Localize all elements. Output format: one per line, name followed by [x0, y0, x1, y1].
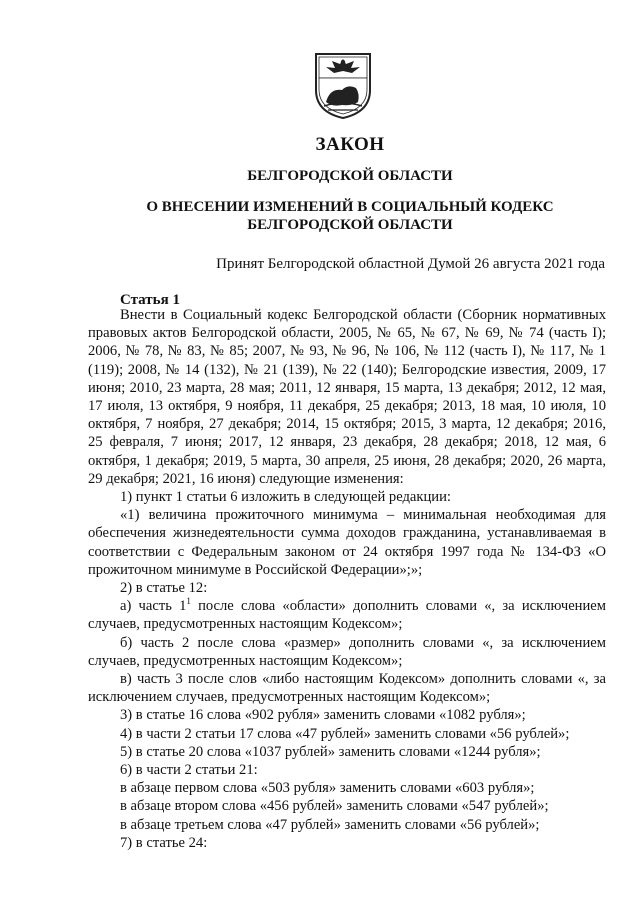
list-item: 3) в статье 16 слова «902 рубля» заменить словами «1082 рубля»;	[120, 707, 526, 724]
adoption-note: Принят Белгородской областной Думой 26 августа 2021 года	[216, 256, 605, 272]
list-item: 4) в части 2 статьи 17 слова «47 рублей» заменить словами «56 рублей»;	[120, 725, 570, 742]
list-item: 2) в статье 12:	[120, 580, 208, 597]
quoted-definition: «1) величина прожиточного минимума – минимальная необходимая для обеспечения жизнедеятельности сумма доходов гражданина, устанавливаемая в соответствии с Федеральным законом от 24 октября 1997 года № 134-ФЗ «О прожиточном минимуме в Российской Федерации»;»;	[88, 507, 606, 578]
list-item: 7) в статье 24:	[120, 834, 208, 851]
article-heading: Статья 1	[120, 292, 180, 308]
article-body	[88, 306, 606, 852]
list-item: в абзаце третьем слова «47 рублей» заменить словами «56 рублей»;	[120, 816, 540, 833]
law-subject-line-2: БЕЛГОРОДСКОЙ ОБЛАСТИ	[247, 217, 453, 233]
list-item: б) часть 2 после слова «размер» дополнить словами «, за исключением случаев, предусмотренных настоящим Кодексом»;	[88, 634, 606, 669]
list-item-a	[88, 597, 606, 633]
law-subject	[60, 198, 640, 234]
superscript: 1	[186, 596, 191, 607]
intro-paragraph: Внести в Социальный кодекс Белгородской области (Сборник нормативных правовых актов Белгородской области, 2005, № 65, № 67, № 69, № 74 (часть I); 2006, № 78, № 83, № 85; 2007, № 93, № 96, № 106, № 112 (часть I), № 117, № 1 (119); 2008, № 14 (132), № 21 (139), № 22 (140); Белгородские известия, 2009, 17 июня; 2010, 23 марта, 28 мая; 2011, 12 января, 15 марта, 13 декабря; 2012, 12 мая, 17 июля, 13 октября, 9 ноября, 11 декабря, 25 декабря; 2013, 18 мая, 10 июля, 10 октября, 7 ноября, 27 декабря; 2014, 15 октября; 2015, 3 марта, 12 декабря; 2016, 25 февраля, 7 июня; 2017, 12 января, 23 декабря, 28 декабря; 2018, 12 мая, 6 октября, 1 декабря; 2019, 5 марта, 30 апреля, 25 июня, 28 декабря; 2020, 26 марта, 29 декабря; 2021, 16 июня) следующие изменения:	[88, 307, 606, 487]
list-item: в абзаце втором слова «456 рублей» заменить словами «547 рублей»;	[120, 798, 549, 815]
list-item: 5) в статье 20 слова «1037 рублей» заменить словами «1244 рубля»;	[120, 743, 541, 760]
list-item: 6) в части 2 статьи 21:	[120, 762, 258, 779]
list-item: в абзаце первом слова «503 рубля» заменить словами «603 рубля»;	[120, 780, 535, 797]
list-item-a-prefix: а) часть 1	[120, 598, 187, 615]
law-subject-line-1: О ВНЕСЕНИИ ИЗМЕНЕНИЙ В СОЦИАЛЬНЫЙ КОДЕКС	[146, 199, 554, 215]
list-item-a-rest: после слова «области» дополнить словами «, за исключением случаев, предусмотренных настоящим Кодексом»;	[88, 598, 606, 633]
law-title: ЗАКОН	[315, 134, 385, 155]
coat-of-arms-icon	[312, 50, 374, 120]
region-title: БЕЛГОРОДСКОЙ ОБЛАСТИ	[247, 168, 453, 184]
list-item: в) часть 3 после слов «либо настоящим Кодексом» дополнить словами «, за исключением случаев, предусмотренных настоящим Кодексом»;	[88, 671, 606, 706]
list-item: 1) пункт 1 статьи 6 изложить в следующей редакции:	[120, 489, 451, 506]
